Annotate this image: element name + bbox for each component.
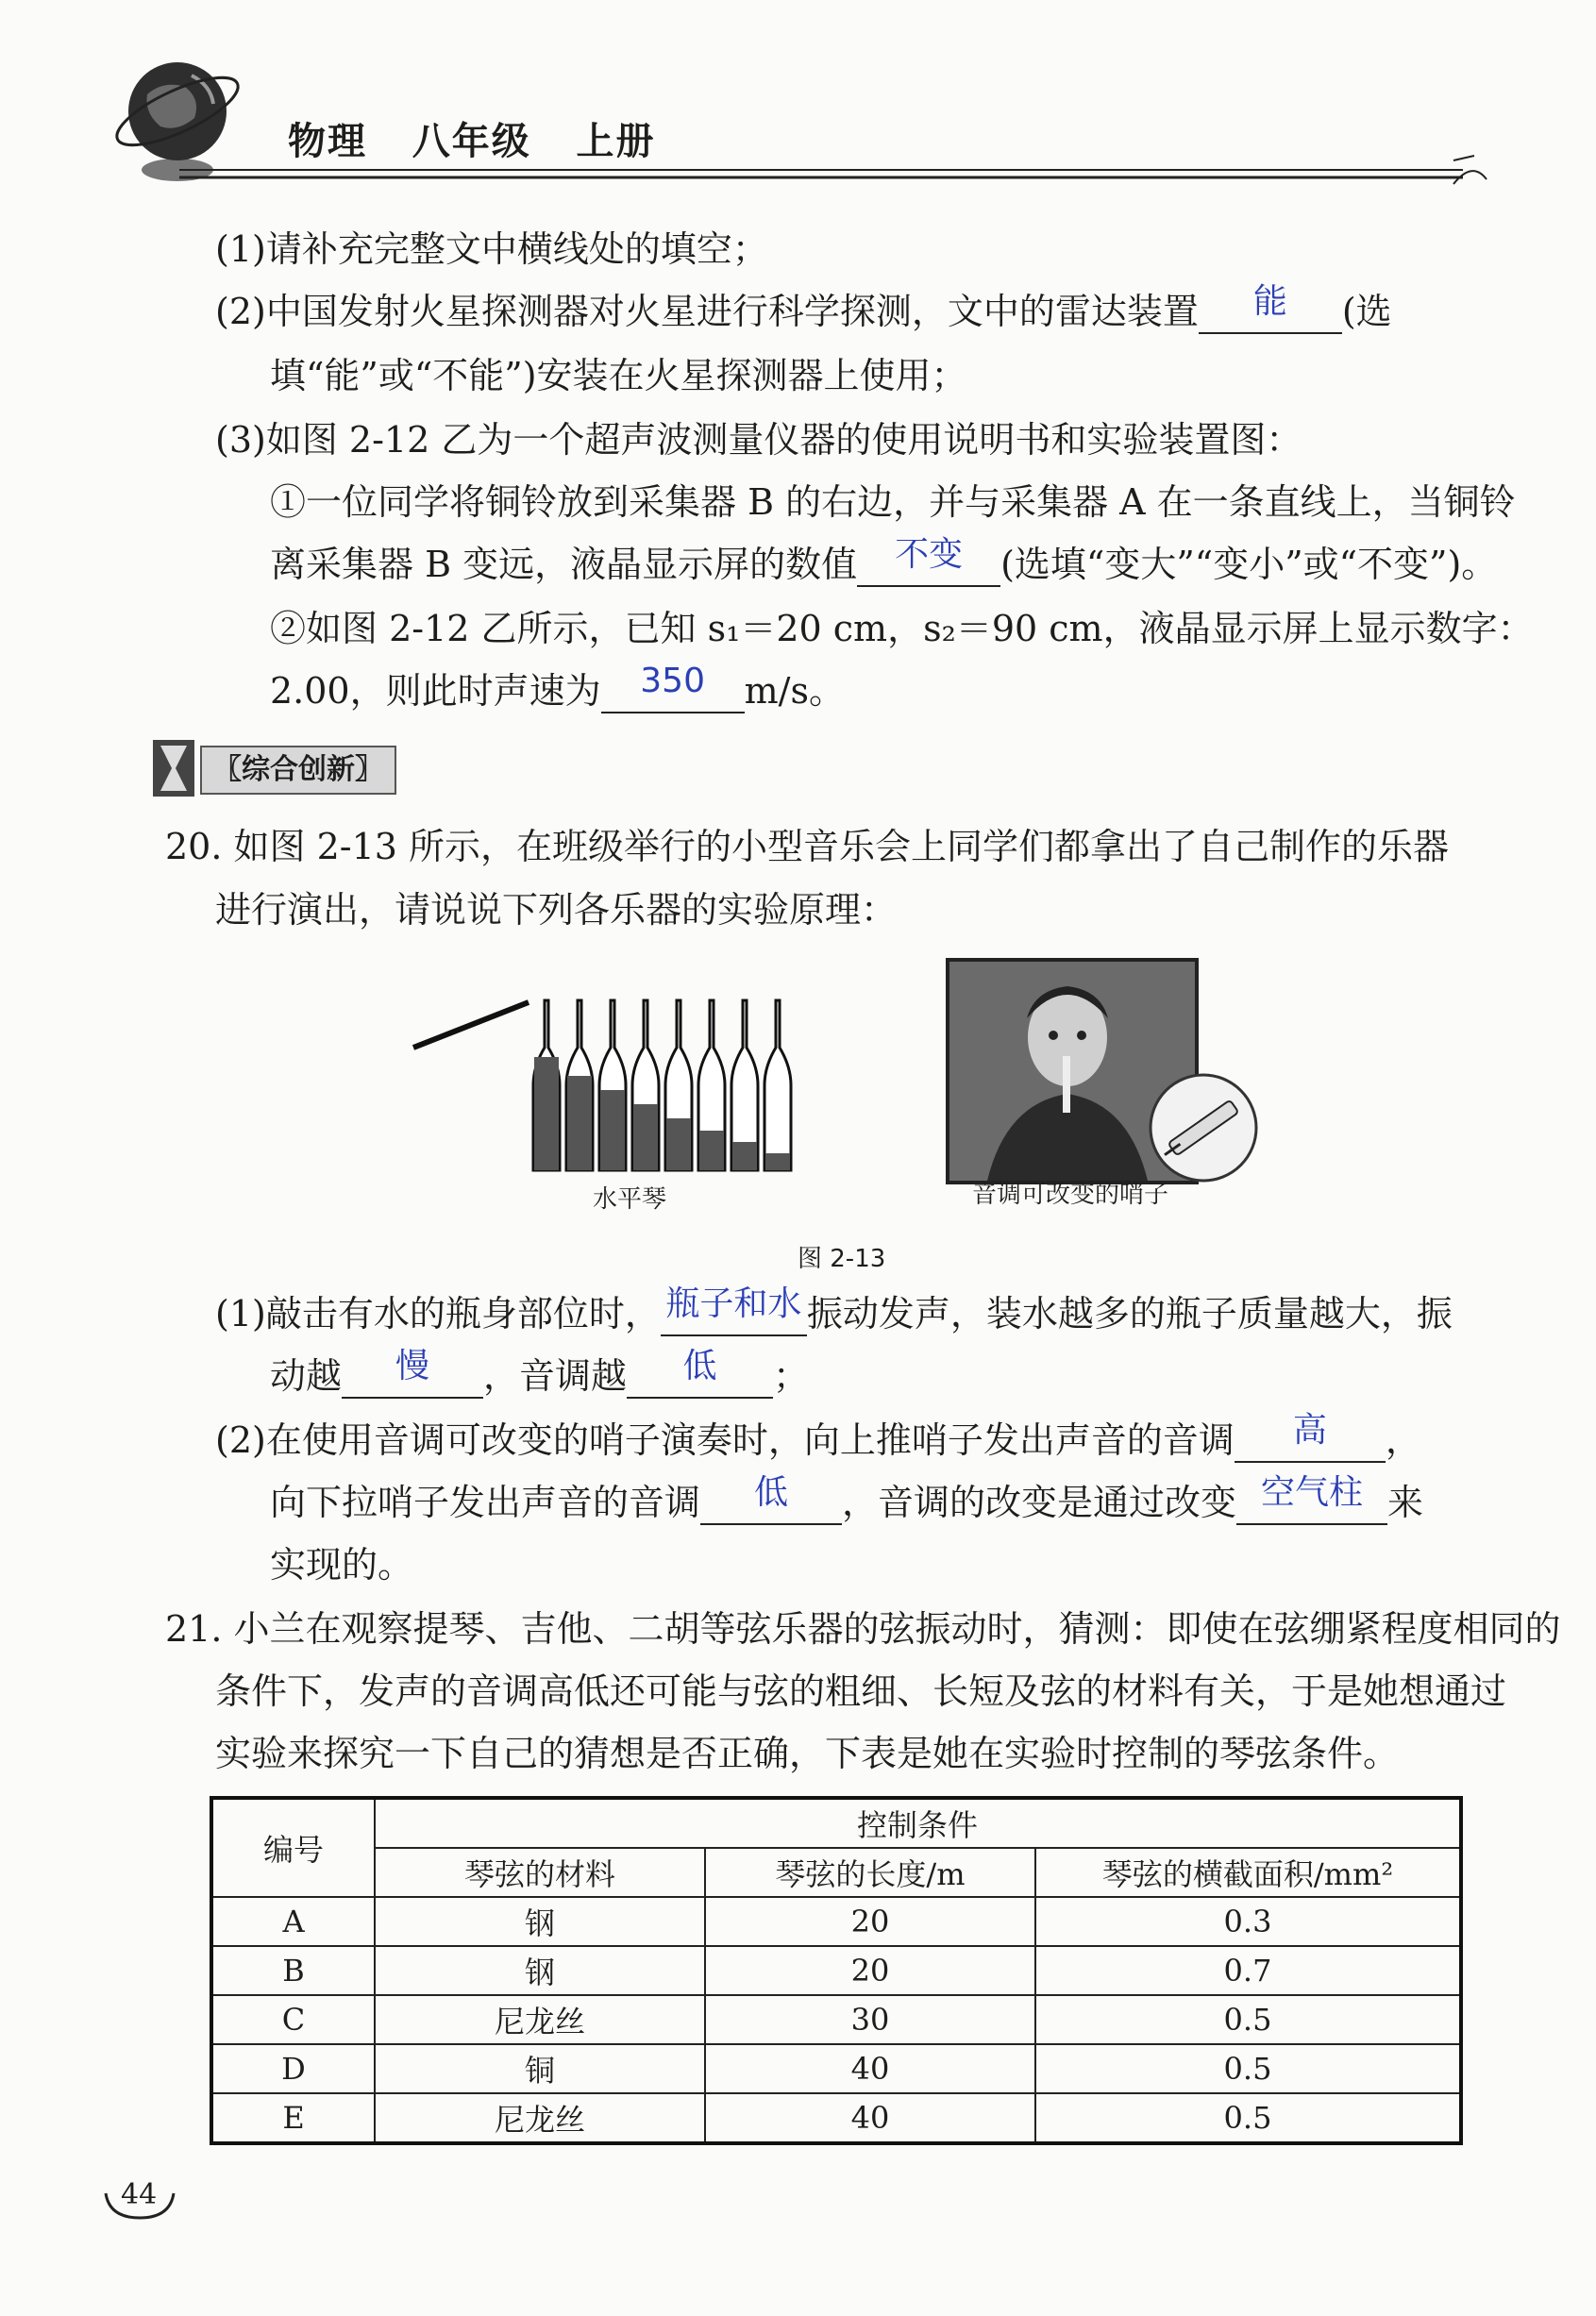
section-badge [151, 738, 395, 798]
q19-part3: (3)如图 2-12 乙为一个超声波测量仪器的使用说明书和实验装置图： [215, 419, 1302, 461]
cell-id: B [211, 1946, 375, 1995]
figure-caption: 图 2-13 [798, 1245, 886, 1273]
answer-blank[interactable]: 瓶子和水 [661, 1295, 807, 1336]
cell-length: 40 [705, 2093, 1035, 2143]
figure-right-caption: 音调可改变的哨子 [972, 1181, 1169, 1209]
q20-part2-line1: (2)在使用音调可改变的哨子演奏时，向上推哨子发出声音的音调 高 ， [215, 1411, 1421, 1461]
table-header-row [211, 1798, 1461, 1848]
header-length: 琴弦的长度/m [705, 1848, 1035, 1897]
cell-material: 钢 [375, 1897, 705, 1946]
q19-part3-1-line2: 离采集器 B 变远，液晶显示屏的数值 不变 (选填“变大”“变小”或“不变”)。 [270, 535, 1498, 585]
cell-id: C [211, 1995, 375, 2044]
cell-length: 20 [705, 1946, 1035, 1995]
page-number-ornament [102, 2186, 177, 2224]
answer-blank[interactable]: 不变 [857, 545, 1000, 587]
table-subheader-row [211, 1848, 1461, 1897]
q20-part1-line2: 动越 慢 ，音调越 低 ； [270, 1347, 810, 1397]
q19-part3-2-line1: ②如图 2-12 乙所示，已知 s₁＝20 cm，s₂＝90 cm，液晶显示屏上显示数字： [270, 608, 1534, 649]
table-row [211, 1897, 1461, 1946]
cell-area: 0.5 [1035, 2044, 1461, 2093]
cell-id: E [211, 2093, 375, 2143]
answer-blank[interactable]: 高 [1235, 1421, 1386, 1463]
table-row [211, 1995, 1461, 2044]
header-rule [179, 151, 1491, 198]
q19-part3-1-line1: ①一位同学将铜铃放到采集器 B 的右边，并与采集器 A 在一条直线上，当铜铃 [270, 481, 1516, 523]
cell-material: 钢 [375, 1946, 705, 1995]
table-row [211, 2093, 1461, 2143]
cell-area: 0.5 [1035, 2093, 1461, 2143]
cell-id: D [211, 2044, 375, 2093]
q20-part2-line2: 向下拉哨子发出声音的音调 低 ，音调的改变是通过改变 空气柱 来 [270, 1473, 1424, 1523]
section-label: 〖综合创新〗 [200, 746, 396, 795]
page-number: 44 [121, 2178, 158, 2211]
hourglass-icon [151, 738, 198, 798]
figure-left-caption: 水平琴 [593, 1185, 667, 1214]
cell-material: 尼龙丝 [375, 1995, 705, 2044]
answer-blank[interactable]: 低 [627, 1357, 773, 1399]
q19-part2-line2: 填“能”或“不能”)安装在火星探测器上使用； [270, 355, 967, 396]
header-material: 琴弦的材料 [375, 1848, 705, 1897]
cell-material: 铜 [375, 2044, 705, 2093]
q19-part1: (1)请补充完整文中横线处的填空； [215, 228, 768, 270]
answer-blank[interactable]: 空气柱 [1236, 1484, 1387, 1525]
header-group: 控制条件 [375, 1798, 1461, 1848]
q20-part1-line1: (1)敲击有水的瓶身部位时， 瓶子和水 振动发声，装水越多的瓶子质量越大，振 [215, 1284, 1453, 1334]
answer-blank[interactable]: 低 [700, 1484, 842, 1525]
whistle-inset [1147, 1071, 1260, 1184]
q21-stem-line3: 实验来探究一下自己的猜想是否正确，下表是她在实验时控制的琴弦条件。 [215, 1733, 1400, 1774]
page-header-title: 物理 八年级 上册 [288, 119, 656, 163]
q20-stem-line1: 20. 如图 2-13 所示，在班级举行的小型音乐会上同学们都拿出了自己制作的乐器 [165, 826, 1450, 867]
q19-part2-line1: (2)中国发射火星探测器对火星进行科学探测，文中的雷达装置 能 (选 [215, 282, 1392, 332]
answer-blank[interactable]: 能 [1199, 293, 1342, 334]
cell-material: 尼龙丝 [375, 2093, 705, 2143]
cell-id: A [211, 1897, 375, 1946]
q21-stem-line2: 条件下，发声的音调高低还可能与弦的粗细、长短及弦的材料有关，于是她想通过 [215, 1670, 1507, 1712]
cell-length: 20 [705, 1897, 1035, 1946]
answer-blank[interactable]: 慢 [342, 1357, 483, 1399]
q20-stem-line2: 进行演出，请说说下列各乐器的实验原理： [215, 889, 898, 931]
figure-bottle-xylophone [406, 982, 840, 1180]
cell-area: 0.7 [1035, 1946, 1461, 1995]
cell-area: 0.5 [1035, 1995, 1461, 2044]
table-row [211, 2044, 1461, 2093]
cell-length: 40 [705, 2044, 1035, 2093]
header-area: 琴弦的横截面积/mm² [1035, 1848, 1461, 1897]
string-conditions-table [210, 1796, 1463, 2145]
q21-stem-line1: 21. 小兰在观察提琴、吉他、二胡等弦乐器的弦振动时，猜测：即使在弦绷紧程度相同的 [165, 1608, 1561, 1650]
bottle-set [533, 1000, 791, 1170]
q19-part3-2-line2: 2.00，则此时声速为 350 m/s。 [270, 662, 845, 712]
answer-blank[interactable]: 350 [601, 672, 745, 713]
cell-length: 30 [705, 1995, 1035, 2044]
striking-stick [413, 1002, 529, 1048]
table-row [211, 1946, 1461, 1995]
header-id: 编号 [211, 1798, 375, 1897]
q20-part2-line3: 实现的。 [270, 1544, 414, 1586]
cell-area: 0.3 [1035, 1897, 1461, 1946]
